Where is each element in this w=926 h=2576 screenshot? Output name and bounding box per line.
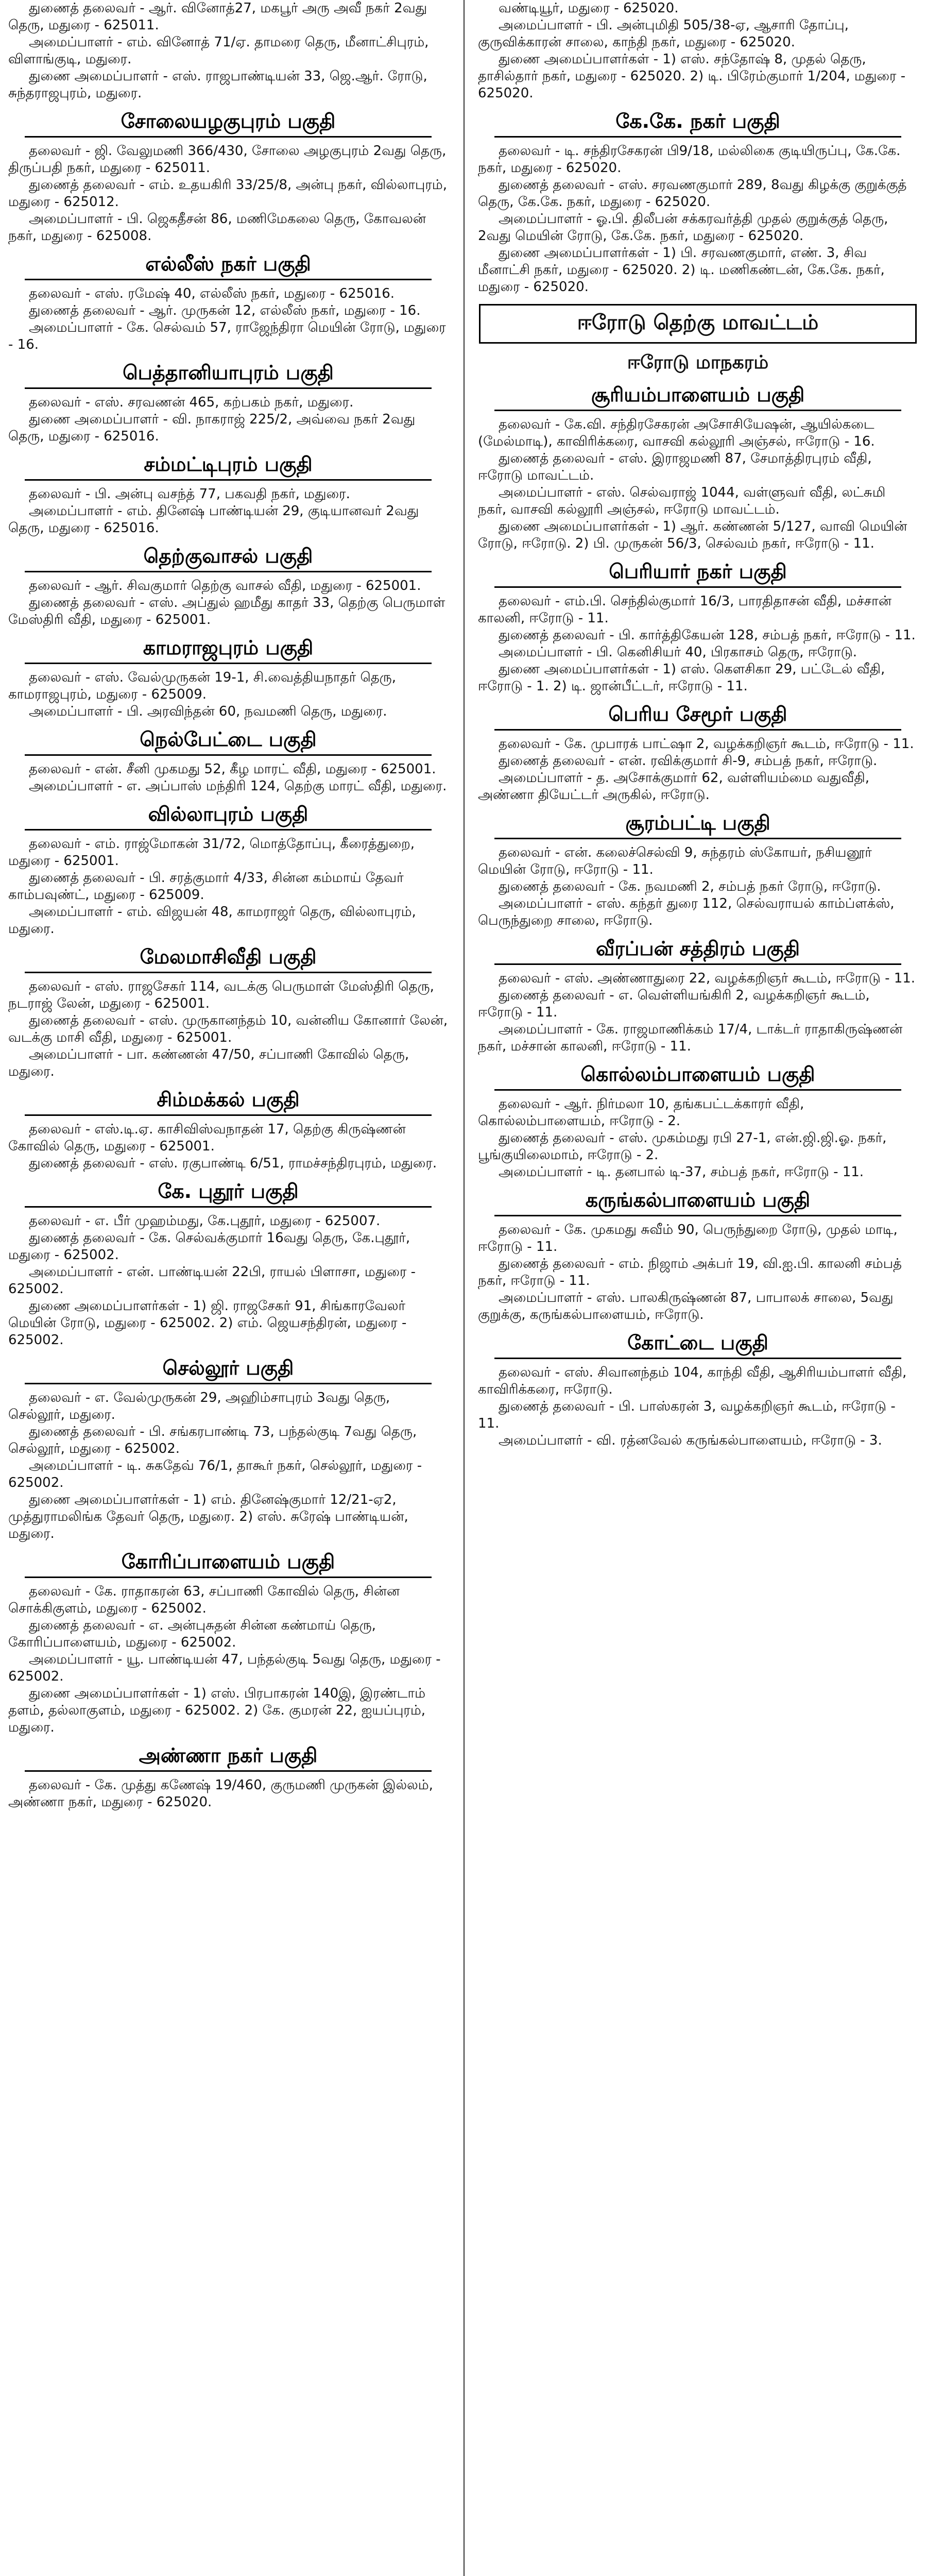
section-heading (4, 1088, 452, 1116)
section-title: கொல்லம்பாளையம் பகுதி (580, 1063, 815, 1086)
right-column (474, 0, 922, 2576)
section-rule (494, 1358, 901, 1359)
section-title: சோலையழகுபுரம் பகுதி (121, 110, 336, 132)
section-title: காமராஜபுரம் பகுதி (143, 636, 314, 659)
section-title: வில்லாபுரம் பகுதி (148, 803, 308, 825)
entry-line: துணைத் தலைவர் - எ. அன்புசுதன் சின்ன கண்மாய் தெரு, கோரிப்பாளையம், மதுரை - 625002. (8, 1618, 376, 1650)
section-rule (25, 136, 432, 138)
section-heading (4, 544, 452, 572)
entry-line: அமைப்பாளர் - எஸ். செல்வராஜ் 1044, வள்ளுவர் வீதி, லட்சுமி நகர், வாசவி கல்லூரி அஞ்சல், ஈரோடு மாவட்டம். (478, 485, 886, 517)
entry-line: தலைவர் - என். கலைச்செல்வி 9, சுந்தரம் ஸ்கோயர், நசியனூர் மெயின் ரோடு, ஈரோடு - 11. (478, 845, 872, 877)
section-rule (25, 1577, 432, 1578)
entry-line: துணைத் தலைவர் - எஸ். அப்துல் ஹமீது காதர் 33, தெற்கு பெருமாள் மேஸ்திரி வீதி, மதுரை - 625001. (8, 595, 445, 628)
entry-line: தலைவர் - எ. வேல்முருகன் 29, அஹிம்சாபுரம் 3வது தெரு, செல்லூர், மதுரை. (8, 1390, 390, 1422)
entry-line: துணைத் தலைவர் - என். ரவிக்குமார் சி-9, சம்பத் நகர், ஈரோடு. (499, 753, 878, 769)
entry-line: துணைத் தலைவர் - பி. கார்த்திகேயன் 128, சம்பத் நகர், ஈரோடு - 11. (499, 628, 916, 643)
section-title: கே.கே. நகர் பகுதி (615, 110, 780, 132)
entry-line: தலைவர் - எஸ்.டி.ஏ. காசிவிஸ்வநாதன் 17, தெற்கு கிருஷ்ணன் கோவில் தெரு, மதுரை - 625001. (8, 1122, 406, 1154)
entry-line: துணை அமைப்பாளர்கள் - 1) எம். தினேஷ்குமார் 12/21-ஏ2, முத்துராமலிங்க தேவர் தெரு, மதுரை. 2) எஸ். சுரேஷ் பாண்டியன், மதுரை. (8, 1492, 408, 1541)
entry-line: அமைப்பாளர் - எம். விஜயன் 48, காமராஜர் தெரு, வில்லாபுரம், மதுரை. (8, 904, 416, 937)
section-rule (25, 1114, 432, 1116)
entry-line: துணைத் தலைவர் - பி. சங்கரபாண்டி 73, பந்தல்குடி 7வது தெரு, செல்லூர், மதுரை - 625002. (8, 1424, 417, 1456)
entry-line: அமைப்பாளர் - டி. சுகதேவ் 76/1, தாகூர் நகர், செல்லூர், மதுரை - 625002. (8, 1458, 422, 1490)
entry-line: துணை அமைப்பாளர்கள் - 1) எஸ். கௌசிகா 29, பட்டேல் வீதி, ஈரோடு - 1. 2) டி. ஜான்பீட்டர், ஈரோடு - 11. (478, 662, 885, 694)
entry-line: துணைத் தலைவர் - கே. நவமணி 2, சம்பத் நகர் ரோடு, ஈரோடு. (499, 879, 881, 894)
section-rule (25, 663, 432, 664)
entry-line: தலைவர் - என். சீனி முகமது 52, கீழ மாரட் வீதி, மதுரை - 625001. (29, 761, 436, 777)
entry-line: அமைப்பாளர் - பி. ஜெகதீசன் 86, மணிமேகலை தெரு, கோவலன் நகர், மதுரை - 625008. (8, 211, 426, 244)
section-rule (494, 410, 901, 411)
section-title: கோட்டை பகுதி (627, 1331, 768, 1354)
section-title: பெரியார் நகர் பகுதி (609, 560, 787, 583)
entry-line: அமைப்பாளர் - பா. கண்ணன் 47/50, சப்பாணி கோவில் தெரு, மதுரை. (8, 1047, 409, 1079)
entry-line: அமைப்பாளர் - பி. அன்புமிதி 505/38-ஏ, ஆசாரி தோப்பு, குருவிக்காரன் சாலை, காந்தி நகர், மதுரை - 625020. (478, 18, 849, 50)
section-heading (474, 1188, 922, 1216)
entry-line: துணைத் தலைவர் - எம். நிஜாம் அக்பர் 19, வி.ஐ.பி. காலனி சம்பத் நகர், ஈரோடு - 11. (478, 1256, 902, 1289)
section-heading (4, 109, 452, 138)
section-rule (25, 1770, 432, 1772)
entry-line: துணைத் தலைவர் - கே. செல்வக்குமார் 16வது தெரு, கே.புதூர், மதுரை - 625002. (8, 1230, 410, 1263)
entry-line: தலைவர் - கே. முபாரக் பாட்ஷா 2, வழக்கறிஞர் கூடம், ஈரோடு - 11. (499, 736, 914, 752)
entry-line: துணைத் தலைவர் - எஸ். ரகுபாண்டி 6/51, ராமச்சந்திரபுரம், மதுரை. (29, 1156, 437, 1171)
section-heading (4, 1179, 452, 1208)
section-title: சூரம்பட்டி பகுதி (625, 811, 770, 834)
section-rule (494, 136, 901, 138)
section-title: கருங்கல்பாளையம் பகுதி (585, 1189, 811, 1211)
entry-line: தலைவர் - எஸ். சரவணன் 465, கற்பகம் நகர், மதுரை. (29, 395, 354, 410)
section-rule (494, 729, 901, 731)
section-rule (25, 1206, 432, 1208)
section-title: பெரிய சேமூர் பகுதி (608, 703, 787, 725)
entry-line: தலைவர் - டி. சந்திரசேகரன் பி9/18, மல்லிகை குடியிருப்பு, கே.கே. நகர், மதுரை - 625020. (478, 143, 901, 176)
section-heading (4, 452, 452, 481)
entry-line: அமைப்பாளர் - யூ. பாண்டியன் 47, பந்தல்குடி 5வது தெரு, மதுரை - 625002. (8, 1652, 441, 1684)
entry-line: தலைவர் - எஸ். அண்ணாதுரை 22, வழக்கறிஞர் கூடம், ஈரோடு - 11. (499, 971, 916, 986)
entry-line: துணைத் தலைவர் - ஆர். வினோத்27, மகபூர் அரு அவீ நகர் 2வது தெரு, மதுரை - 625011. (8, 1, 427, 33)
section-rule (494, 1089, 901, 1091)
entry-line: தலைவர் - எஸ். வேல்முருகன் 19-1, சி.வைத்தியநாதர் தெரு, காமராஜபுரம், மதுரை - 625009. (8, 670, 397, 702)
entry-line: அமைப்பாளர் - கே. செல்வம் 57, ராஜேந்திரா மெயின் ரோடு, மதுரை - 16. (8, 320, 446, 352)
entry-line: அமைப்பாளர் - வி. ரத்னவேல் கருங்கல்பாளையம், ஈரோடு - 3. (499, 1433, 882, 1448)
entry-line: தலைவர் - எஸ். ராஜசேகர் 114, வடக்கு பெருமாள் மேஸ்திரி தெரு, நடராஜ் லேன், மதுரை - 625001. (8, 979, 434, 1011)
entry-line: வண்டியூர், மதுரை - 625020. (499, 1, 679, 16)
entry-line: துணைத் தலைவர் - எம். உதயகிரி 33/25/8, அன்பு நகர், வில்லாபுரம், மதுரை - 625012. (8, 177, 447, 210)
entry-line: அமைப்பாளர் - என். பாண்டியன் 22பி, ராயல் பிளாசா, மதுரை - 625002. (8, 1264, 416, 1297)
section-rule (25, 479, 432, 481)
section-title: கோரிப்பாளையம் பகுதி (121, 1550, 335, 1573)
section-rule (494, 963, 901, 965)
entry-line: தலைவர் - எம்.பி. செந்தில்குமார் 16/3, பாரதிதாசன் வீதி, மச்சான் காலனி, ஈரோடு - 11. (478, 594, 891, 626)
section-title: பெத்தானியாபுரம் பகுதி (123, 361, 334, 384)
section-heading (474, 702, 922, 731)
entry-line: துணைத் தலைவர் - பி. சரத்குமார் 4/33, சின்ன கம்மாய் தேவர் காம்பவுண்ட், மதுரை - 625009. (8, 870, 404, 903)
section-rule (494, 1215, 901, 1216)
entry-line: தலைவர் - ஆர். நிர்மலா 10, தங்கபட்டக்காரர் வீதி, கொல்லம்பாளையம், ஈரோடு - 2. (478, 1096, 804, 1129)
entry-line: துணைத் தலைவர் - பி. பாஸ்கரன் 3, வழக்கறிஞர் கூடம், ஈரோடு - 11. (478, 1399, 896, 1431)
entry-line: துணைத் தலைவர் - எஸ். இராஜமணி 87, சேமாத்திரபுரம் வீதி, ஈரோடு மாவட்டம். (478, 451, 872, 483)
section-title: எல்லீஸ் நகர் பகுதி (145, 252, 311, 275)
section-heading (474, 937, 922, 965)
entry-line: அமைப்பாளர் - த. அசோக்குமார் 62, வள்ளியம்மை வதுவீதி, அண்ணா தியேட்டர் அருகில், ஈரோடு. (478, 770, 869, 803)
section-title: சம்மட்டிபுரம் பகுதி (144, 453, 313, 476)
section-heading (474, 811, 922, 839)
entry-line: தலைவர் - கே. முத்து கணேஷ் 19/460, குருமணி முருகன் இல்லம், அண்ணா நகர், மதுரை - 625020. (8, 1777, 433, 1810)
section-heading (4, 1743, 452, 1772)
section-rule (25, 972, 432, 973)
section-rule (25, 829, 432, 831)
section-rule (25, 571, 432, 572)
section-rule (25, 1383, 432, 1384)
section-heading (474, 1062, 922, 1091)
entry-line: துணைத் தலைவர் - எஸ். முருகானந்தம் 10, வன்னிய கோனார் லேன், வடக்கு மாசி வீதி, மதுரை - 625001. (8, 1013, 448, 1045)
entry-line: தலைவர் - எம். ராஜ்மோகன் 31/72, மொத்தோப்பு, கீரைத்துறை, மதுரை - 625001. (8, 836, 415, 869)
district-heading: ஈரோடு தெற்கு மாவட்டம் (479, 304, 917, 344)
section-heading (4, 1356, 452, 1384)
entry-line: தலைவர் - பி. அன்பு வசந்த் 77, பகவதி நகர், மதுரை. (29, 486, 350, 502)
column-divider (464, 0, 465, 2576)
city-subtitle: ஈரோடு மாநகரம் (627, 352, 769, 373)
entry-line: அமைப்பாளர் - கே. ராஜமாணிக்கம் 17/4, டாக்டர் ராதாகிருஷ்ணன் நகர், மச்சான் காலனி, ஈரோடு - 11. (478, 1022, 903, 1054)
entry-line: அமைப்பாளர் - பி. அரவிந்தன் 60, நவமணி தெரு, மதுரை. (29, 704, 387, 719)
section-heading (4, 802, 452, 831)
entry-line: தலைவர் - கே. ராதாகரன் 63, சப்பாணி கோவில் தெரு, சின்ன சொக்கிகுளம், மதுரை - 625002. (8, 1584, 400, 1616)
section-title: சிம்மக்கல் பகுதி (157, 1088, 300, 1111)
section-rule (25, 279, 432, 280)
section-heading (4, 252, 452, 280)
entry-line: துணைத் தலைவர் - ஆர். முருகன் 12, எல்லீஸ் நகர், மதுரை - 16. (29, 303, 421, 318)
entry-line: அமைப்பாளர் - எம். தினேஷ் பாண்டியன் 29, குடியானவர் 2வது தெரு, மதுரை - 625016. (8, 503, 419, 536)
section-heading (4, 361, 452, 389)
section-title: செல்லூர் பகுதி (162, 1357, 294, 1379)
entry-line: தலைவர் - ஆர். சிவகுமார் தெற்கு வாசல் வீதி, மதுரை - 625001. (29, 578, 421, 594)
entry-line: தலைவர் - கே.வி. சந்திரசேகரன் அசோசியேஷன், ஆயில்கடை (மேல்மாடி), காவிரிக்கரை, வாசவி கல்லூரி அஞ்சல், ஈரோடு - 16. (478, 417, 875, 449)
entry-line: துணை அமைப்பாளர்கள் - 1) ஆர். கண்ணன் 5/127, வாவி மெயின் ரோடு, ஈரோடு. 2) பி. முருகன் 56/3, செல்வம் நகர், ஈரோடு - 11. (478, 519, 907, 551)
section-rule (25, 387, 432, 389)
section-title: தெற்குவாசல் பகுதி (143, 545, 313, 567)
entry-line: துணை அமைப்பாளர்கள் - 1) ஜி. ராஜசேகர் 91, சிங்காரவேலர் மெயின் ரோடு, மதுரை - 625002. 2) எம். ஜெயசந்திரன், மதுரை - 625002. (8, 1298, 407, 1348)
section-title: நெல்பேட்டை பகுதி (140, 728, 317, 751)
left-column (4, 0, 452, 2576)
entry-line: தலைவர் - கே. முகமது சுவீம் 90, பெருந்துறை ரோடு, முதல் மாடி, ஈரோடு - 11. (478, 1222, 898, 1255)
entry-line: துணை அமைப்பாளர்கள் - 1) எஸ். சந்தோஷ் 8, முதல் தெரு, தாசில்தார் நகர், மதுரை - 625020. 2) டி. பிரேம்குமார் 1/204, மதுரை - 625020. (478, 52, 906, 101)
section-rule (494, 838, 901, 839)
entry-line: துணை அமைப்பாளர்கள் - 1) பி. சரவணகுமார், எண். 3, சிவ மீனாட்சி நகர், மதுரை - 625020. 2) டி. மணிகண்டன், கே.கே. நகர், மதுரை - 625020. (478, 245, 885, 295)
section-heading (4, 727, 452, 756)
section-rule (25, 754, 432, 756)
section-heading (474, 109, 922, 138)
section-title: சூரியம்பாளையம் பகுதி (591, 383, 805, 406)
entry-line: துணை அமைப்பாளர்கள் - 1) எஸ். பிரபாகரன் 140இ, இரண்டாம் தளம், தல்லாகுளம், மதுரை - 625002. 2) கே. குமரன் 22, ஐயப்புரம், மதுரை. (8, 1686, 426, 1735)
entry-line: அமைப்பாளர் - ஓ.பி. திலீபன் சக்கரவர்த்தி முதல் குறுக்குத் தெரு, 2வது மெயின் ரோடு, கே.கே. நகர், மதுரை - 625020. (478, 211, 888, 244)
entry-line: துணைத் தலைவர் - எஸ். சரவணகுமார் 289, 8வது கிழக்கு குறுக்குத் தெரு, கே.கே. நகர், மதுரை - 625020. (478, 177, 907, 210)
entry-line: துணை அமைப்பாளர் - வி. நாகராஜ் 225/2, அவ்வை நகர் 2வது தெரு, மதுரை - 625016. (8, 412, 416, 444)
entry-line: துணை அமைப்பாளர் - எஸ். ராஜபாண்டியன் 33, ஜெ.ஆர். ரோடு, சுந்தராஜபுரம், மதுரை. (8, 69, 427, 101)
section-title: வீரப்பன் சத்திரம் பகுதி (596, 937, 800, 960)
section-heading (4, 945, 452, 973)
section-heading (474, 560, 922, 588)
section-heading (474, 383, 922, 411)
section-heading (4, 636, 452, 664)
section-heading (4, 1550, 452, 1578)
entry-line: அமைப்பாளர் - எ. அப்பாஸ் மந்திரி 124, தெற்கு மாரட் வீதி, மதுரை. (29, 778, 447, 794)
entry-line: தலைவர் - எ. பீர் முஹம்மது, கே.புதூர், மதுரை - 625007. (29, 1213, 381, 1229)
entry-line: அமைப்பாளர் - எஸ். பாலகிருஷ்ணன் 87, பாபாலக் சாலை, 5வது குறுக்கு, கருங்கல்பாளையம், ஈரோடு. (478, 1290, 894, 1323)
entry-line: துணைத் தலைவர் - எஸ். முகம்மது ரபி 27-1, என்.ஜி.ஜி.ஓ. நகர், பூங்குயிலைமாம், ஈரோடு - 2. (478, 1130, 887, 1163)
section-title: அண்ணா நகர் பகுதி (139, 1744, 318, 1767)
entry-line: அமைப்பாளர் - பி. கெனிசியர் 40, பிரகாசம் தெரு, ஈரோடு. (499, 645, 858, 660)
entry-line: அமைப்பாளர் - எம். வினோத் 71/ஏ. தாமரை தெரு, மீனாட்சிபுரம், விளாங்குடி, மதுரை. (8, 35, 429, 67)
entry-line: தலைவர் - எஸ். சிவானந்தம் 104, காந்தி வீதி, ஆசிரியம்பாளர் வீதி, காவிரிக்கரை, ஈரோடு. (478, 1365, 907, 1397)
section-title: கே. புதூர் பகுதி (158, 1180, 299, 1202)
entry-line: துணைத் தலைவர் - எ. வெள்ளியங்கிரி 2, வழக்கறிஞர் கூடம், ஈரோடு - 11. (478, 988, 870, 1020)
entry-line: தலைவர் - எஸ். ரமேஷ் 40, எல்லீஸ் நகர், மதுரை - 625016. (29, 286, 395, 301)
section-title: மேலமாசிவீதி பகுதி (140, 945, 317, 968)
entry-line: அமைப்பாளர் - எஸ். கந்தர் துரை 112, செல்வராயல் காம்ப்ளக்ஸ், பெருந்துறை சாலை, ஈரோடு. (478, 896, 895, 928)
entry-line: தலைவர் - ஜி. வேலுமணி 366/430, சோலை அழகுபுரம் 2வது தெரு, திருப்பதி நகர், மதுரை - 625011. (8, 143, 447, 176)
section-rule (494, 586, 901, 588)
section-heading (474, 1331, 922, 1359)
entry-line: அமைப்பாளர் - டி. தனபால் டி-37, சம்பத் நகர், ஈரோடு - 11. (499, 1164, 864, 1180)
